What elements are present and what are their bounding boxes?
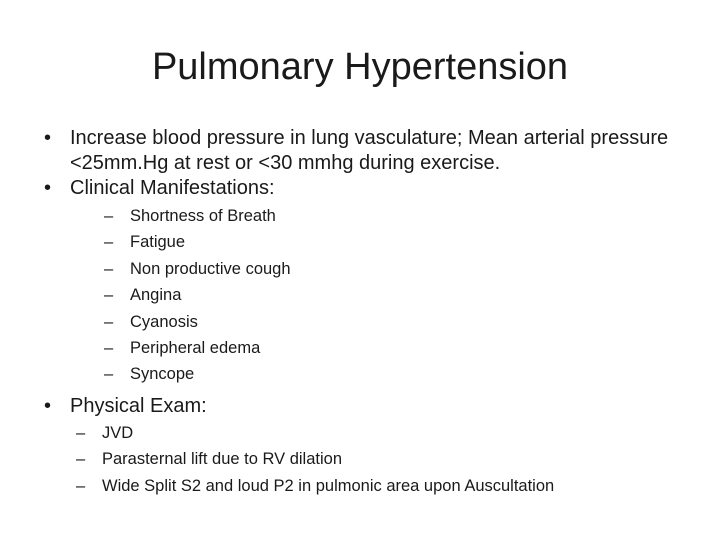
bullet-icon: • <box>44 394 52 417</box>
bullet-text: Increase blood pressure in lung vasculature; Mean arterial pressure <25mm.Hg at rest or <30 mmhg during exercise. <box>70 127 669 174</box>
dash-icon: – <box>104 233 114 252</box>
list-item <box>64 361 696 387</box>
dash-icon: – <box>76 450 86 469</box>
list-item <box>36 446 696 472</box>
dash-icon: – <box>104 286 114 305</box>
list-item-text: Shortness of Breath <box>130 207 276 225</box>
list-item <box>36 420 696 446</box>
list-item <box>64 229 696 255</box>
list-item-text: Parasternal lift due to RV dilation <box>102 450 342 469</box>
list-item-text: Wide Split S2 and loud P2 in pulmonic area upon Auscultation <box>102 476 555 495</box>
list-item-text: JVD <box>102 423 134 442</box>
list-item-text: Syncope <box>130 365 195 384</box>
bullet-definition <box>36 126 696 176</box>
dash-icon: – <box>104 365 114 384</box>
list-item <box>36 473 696 499</box>
list-item <box>64 256 696 282</box>
dash-icon: – <box>76 476 86 495</box>
bullet-icon: • <box>44 177 52 199</box>
list-item <box>64 282 696 308</box>
dash-icon: – <box>104 207 114 225</box>
dash-icon: – <box>104 312 114 331</box>
slide-title: Pulmonary Hypertension <box>151 46 569 88</box>
list-item-text: Angina <box>130 286 182 305</box>
dash-icon: – <box>76 423 86 442</box>
dash-icon: – <box>104 259 114 278</box>
bullet-icon: • <box>44 127 52 149</box>
list-item-text: Cyanosis <box>130 312 198 331</box>
bullet-text: Clinical Manifestations: <box>70 177 275 199</box>
bullet-clinical-manifestations <box>36 176 696 201</box>
list-item <box>64 335 696 361</box>
bullet-text: Physical Exam: <box>70 394 207 417</box>
physical-exam-list <box>36 420 696 499</box>
list-item-text: Non productive cough <box>130 259 291 278</box>
bullet-physical-exam <box>36 394 696 419</box>
list-item-text: Fatigue <box>130 233 186 252</box>
list-item <box>64 203 696 229</box>
clinical-manifestations-list <box>64 203 696 388</box>
dash-icon: – <box>104 339 114 358</box>
list-item-text: Peripheral edema <box>130 339 261 358</box>
list-item <box>64 309 696 335</box>
slide-body <box>36 126 696 499</box>
